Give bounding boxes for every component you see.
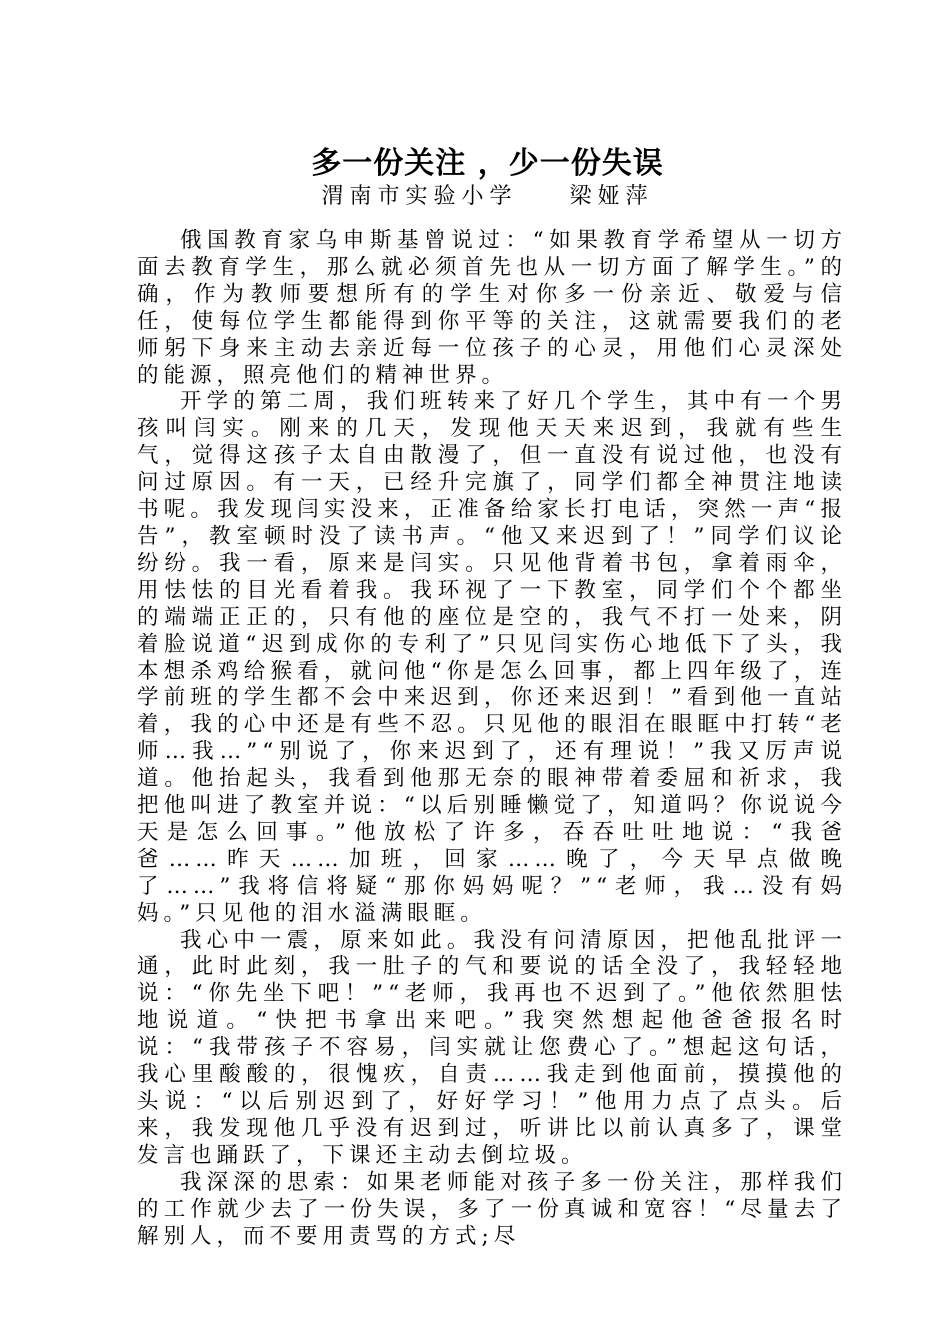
paragraph: 我心中一震，原来如此。我没有问清原因，把他乱批评一通，此时此刻，我一肚子的气和要说的话全没了，我轻轻地说：“你先坐下吧！”“老师，我再也不迟到了。”他依然胆怯地说道。“快把书拿出来吧。”我突然想起他爸爸报名时说：“我带孩子不容易，闫实就让您费心了。”想起这句话，我心里酸酸的，很愧疚，自责……我走到他面前，摸摸他的头说：“以后别迟到了，好好学习！”他用力点了点头。后来，我发现他几乎没有迟到过，听讲比以前认真多了，课堂发言也踊跃了，下课还主动去倒垃圾。 — [137, 927, 847, 1168]
paragraph: 我深深的思索：如果老师能对孩子多一份关注，那样我们的工作就少去了一份失误，多了一份真诚和宽容！“尽量去了解别人，而不要用责骂的方式;尽 — [137, 1169, 847, 1249]
document-body — [137, 228, 847, 1250]
document-title: 多一份关注 ，少一份失误 — [311, 146, 664, 181]
document-byline: 渭南市实验小学 梁娅萍 — [321, 184, 654, 209]
paragraph: 俄国教育家乌申斯基曾说过：“如果教育学希望从一切方面去教育学生，那么就必须首先也从一切方面了解学生。”的确，作为教师要想所有的学生对你多一份亲近、敬爱与信任，使每位学生都能得到你平等的关注，这就需要我们的老师躬下身来主动去亲近每一位孩子的心灵，用他们心灵深处的能源，照亮他们的精神世界。 — [137, 228, 847, 388]
paragraph: 开学的第二周，我们班转来了好几个学生，其中有一个男孩叫闫实。刚来的几天，发现他天天来迟到，我就有些生气，觉得这孩子太自由散漫了，但一直没有说过他，也没有问过原因。有一天，已经升完旗了，同学们都全神贯注地读书呢。我发现闫实没来，正准备给家长打电话，突然一声“报告”，教室顿时没了读书声。“他又来迟到了！”同学们议论纷纷。我一看，原来是闫实。只见他背着书包，拿着雨伞，用怯怯的目光看着我。我环视了一下教室，同学们个个都坐的端端正正的，只有他的座位是空的，我气不打一处来，阴着脸说道“迟到成你的专利了”只见闫实伤心地低下了头，我本想杀鸡给猴看，就问他“你是怎么回事，都上四年级了，连学前班的学生都不会中来迟到，你还来迟到！”看到他一直站着，我的心中还是有些不忍。只见他的眼泪在眼眶中打转“老师…我…”“别说了，你来迟到了，还有理说！”我又厉声说道。他抬起头，我看到他那无奈的眼神带着委屈和祈求，我把他叫进了教室并说：“以后别睡懒觉了，知道吗？你说说今天是怎么回事。”他放松了许多，吞吞吐吐地说：“我爸爸……昨天……加班，回家……晚了，今天早点做晚了……”我将信将疑“那你妈妈呢？”“老师，我…没有妈妈。”只见他的泪水溢满眼眶。 — [137, 389, 847, 926]
